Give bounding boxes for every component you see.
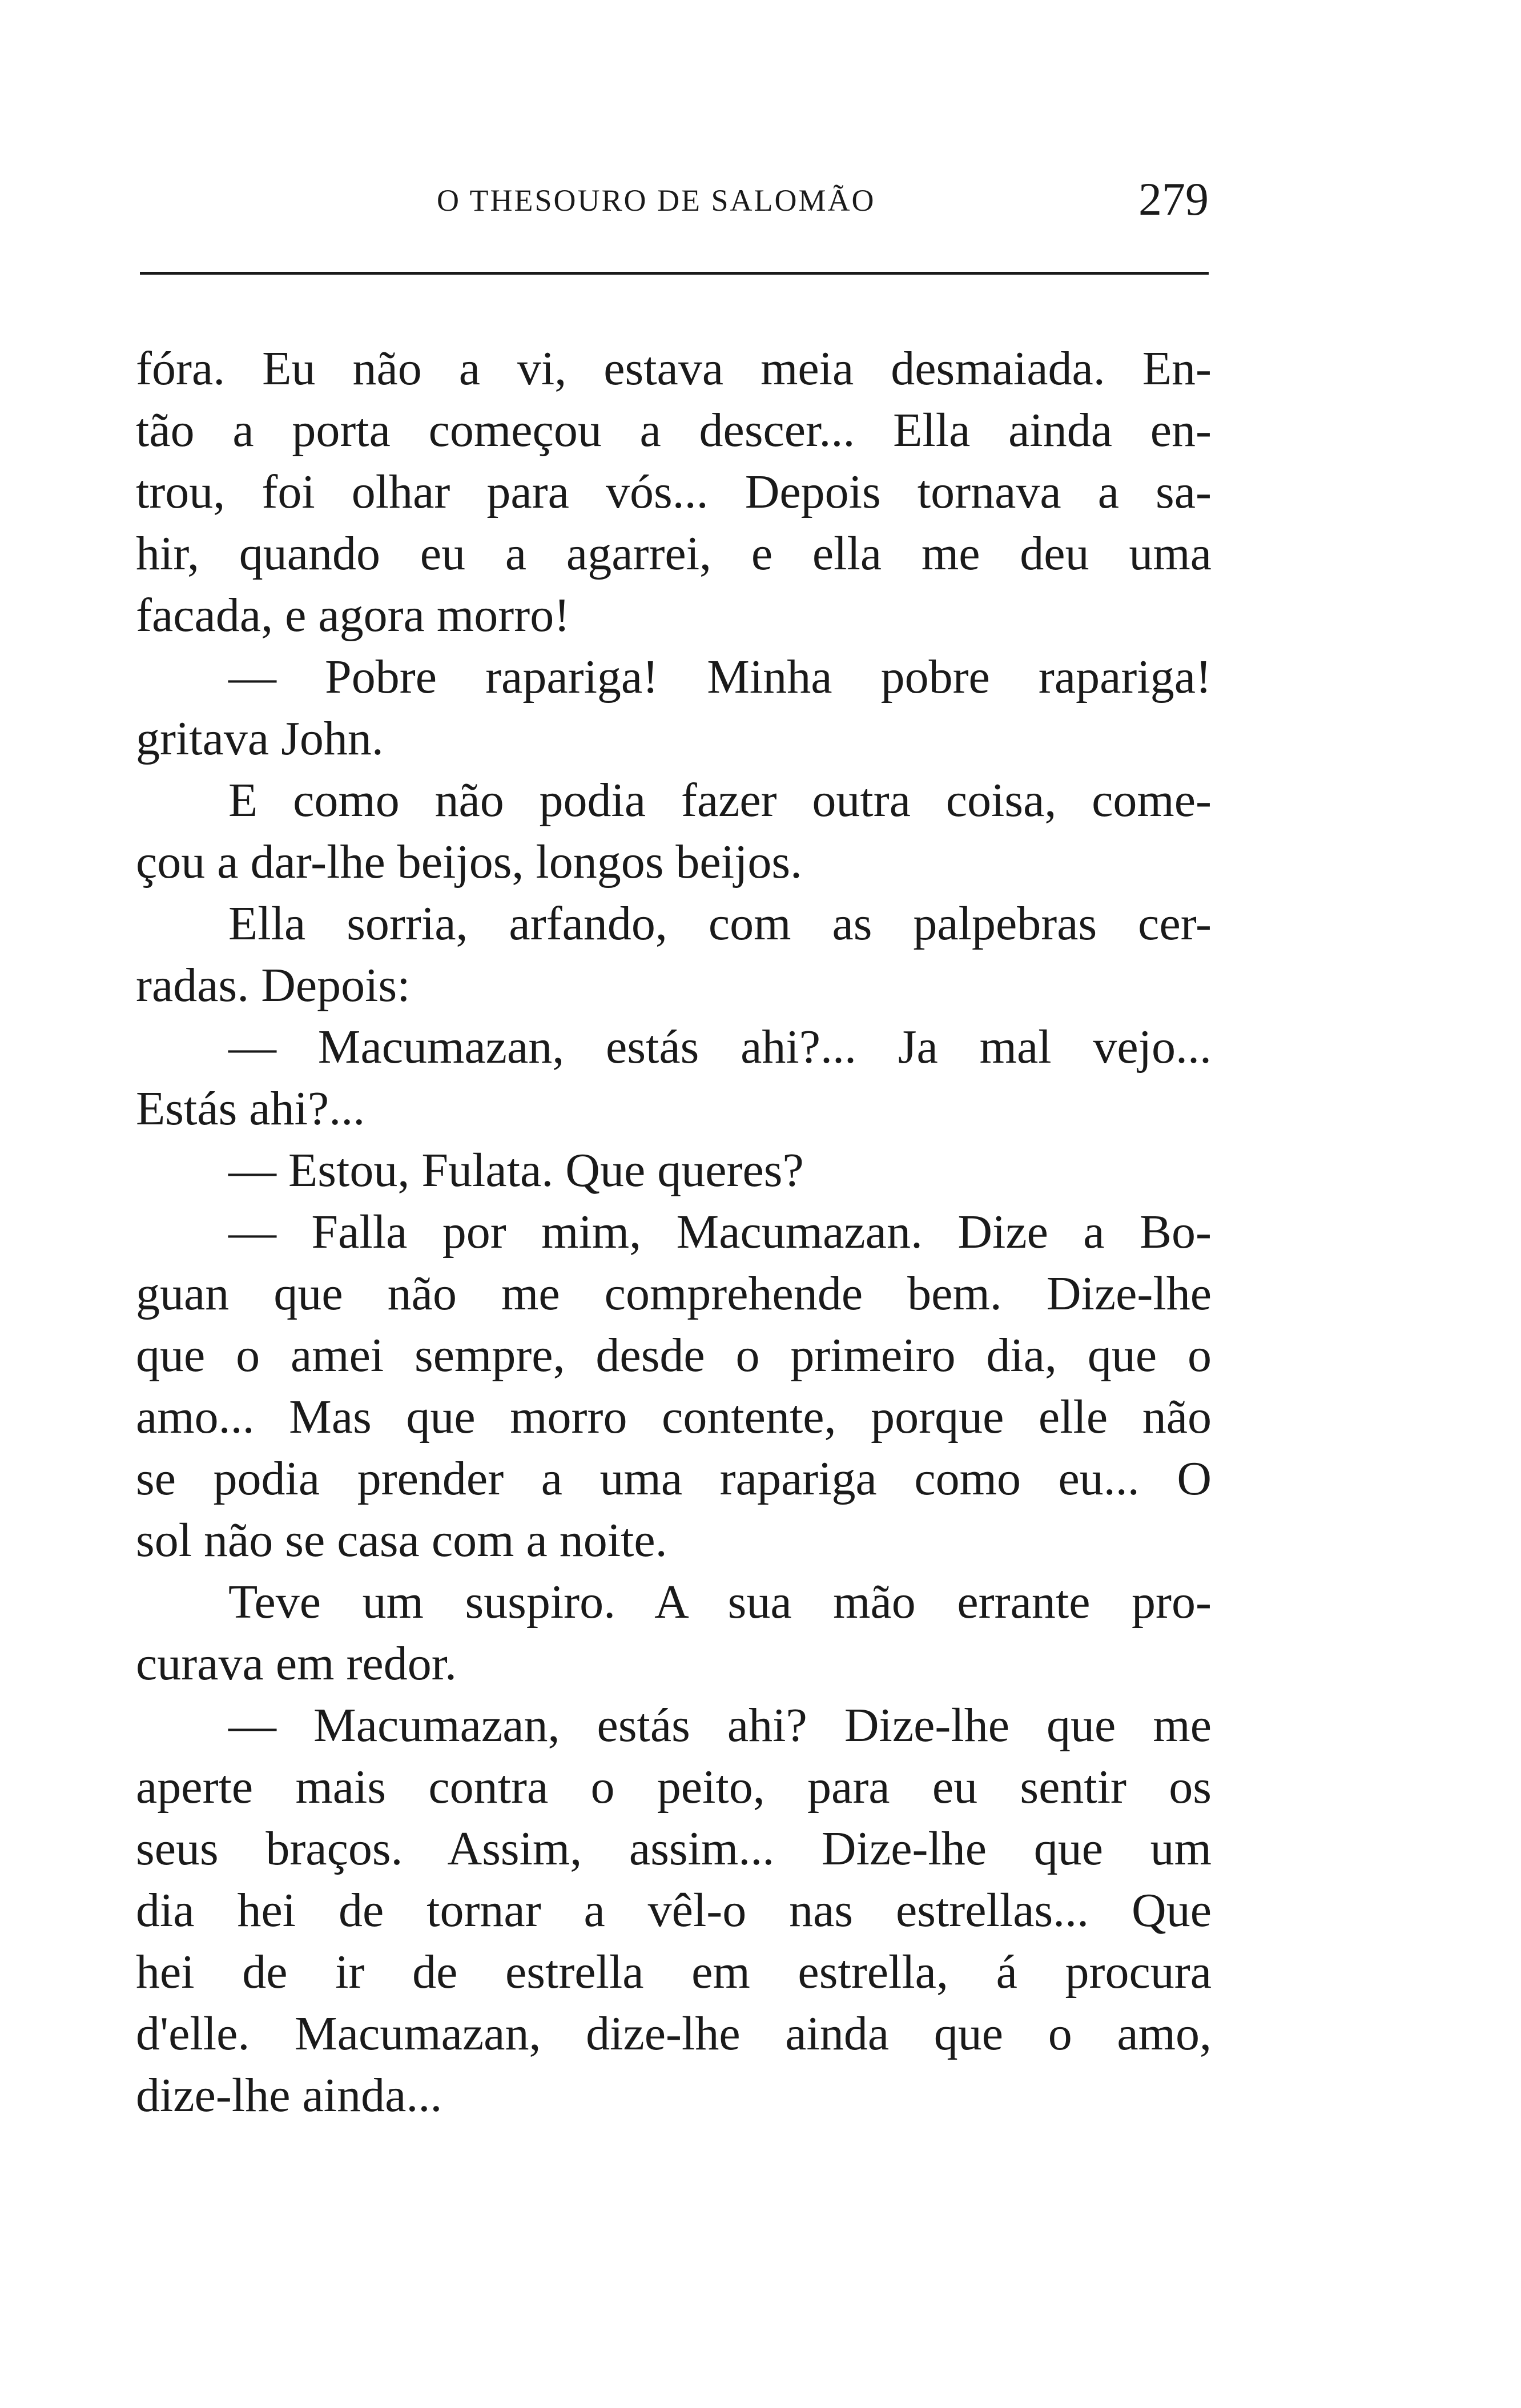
text-line: — Macumazan, estás ahi? Dize-lhe que me [228, 1699, 1212, 1752]
page-number: 279 [1138, 173, 1209, 225]
text-line: amo... Mas que morro contente, porque elle não [136, 1390, 1212, 1444]
text-line: — Estou, Fulata. Que queres? [228, 1144, 804, 1197]
text-line: E como não podia fazer outra coisa, come- [228, 774, 1212, 827]
text-line: guan que não me comprehende bem. Dize-lhe [136, 1267, 1212, 1320]
text-line: seus braços. Assim, assim... Dize-lhe que um [136, 1822, 1212, 1875]
text-line: hei de ir de estrella em estrella, á procura [136, 1945, 1212, 1999]
text-line: çou a dar-lhe beijos, longos beijos. [136, 835, 803, 889]
text-line: dia hei de tornar a vêl-o nas estrellas... Que [136, 1884, 1212, 1937]
text-line: radas. Depois: [136, 959, 411, 1012]
text-line: Teve um suspiro. A sua mão errante pro- [228, 1575, 1212, 1629]
text-line: gritava John. [136, 712, 384, 765]
text-line: — Macumazan, estás ahi?... Ja mal vejo... [228, 1020, 1212, 1074]
text-line: sol não se casa com a noite. [136, 1514, 667, 1567]
text-line: aperte mais contra o peito, para eu sentir os [136, 1760, 1212, 1814]
running-header [140, 166, 1209, 234]
text-line: curava em redor. [136, 1637, 457, 1690]
body-text [136, 338, 1212, 2126]
text-line: d'elle. Macumazan, dize-lhe ainda que o amo, [136, 2007, 1212, 2060]
text-line: se podia prender a uma rapariga como eu... O [136, 1452, 1212, 1505]
text-line: facada, e agora morro! [136, 589, 570, 642]
header-rule [140, 272, 1209, 275]
text-line: Estás ahi?... [136, 1082, 365, 1135]
text-line: fóra. Eu não a vi, estava meia desmaiada. En- [136, 342, 1212, 395]
text-line: hir, quando eu a agarrei, e ella me deu uma [136, 527, 1212, 580]
text-line: Ella sorria, arfando, com as palpebras cer- [228, 897, 1212, 950]
text-line: que o amei sempre, desde o primeiro dia, que o [136, 1329, 1212, 1382]
text-line: tão a porta começou a descer... Ella ainda en- [136, 404, 1212, 457]
running-title: O THESOURO DE SALOMÃO [437, 183, 876, 218]
text-line: — Pobre rapariga! Minha pobre rapariga! [228, 650, 1212, 703]
text-line: — Falla por mim, Macumazan. Dize a Bo- [228, 1205, 1212, 1259]
text-line: dize-lhe ainda... [136, 2069, 442, 2122]
text-line: trou, foi olhar para vós... Depois tornava a sa- [136, 465, 1212, 518]
